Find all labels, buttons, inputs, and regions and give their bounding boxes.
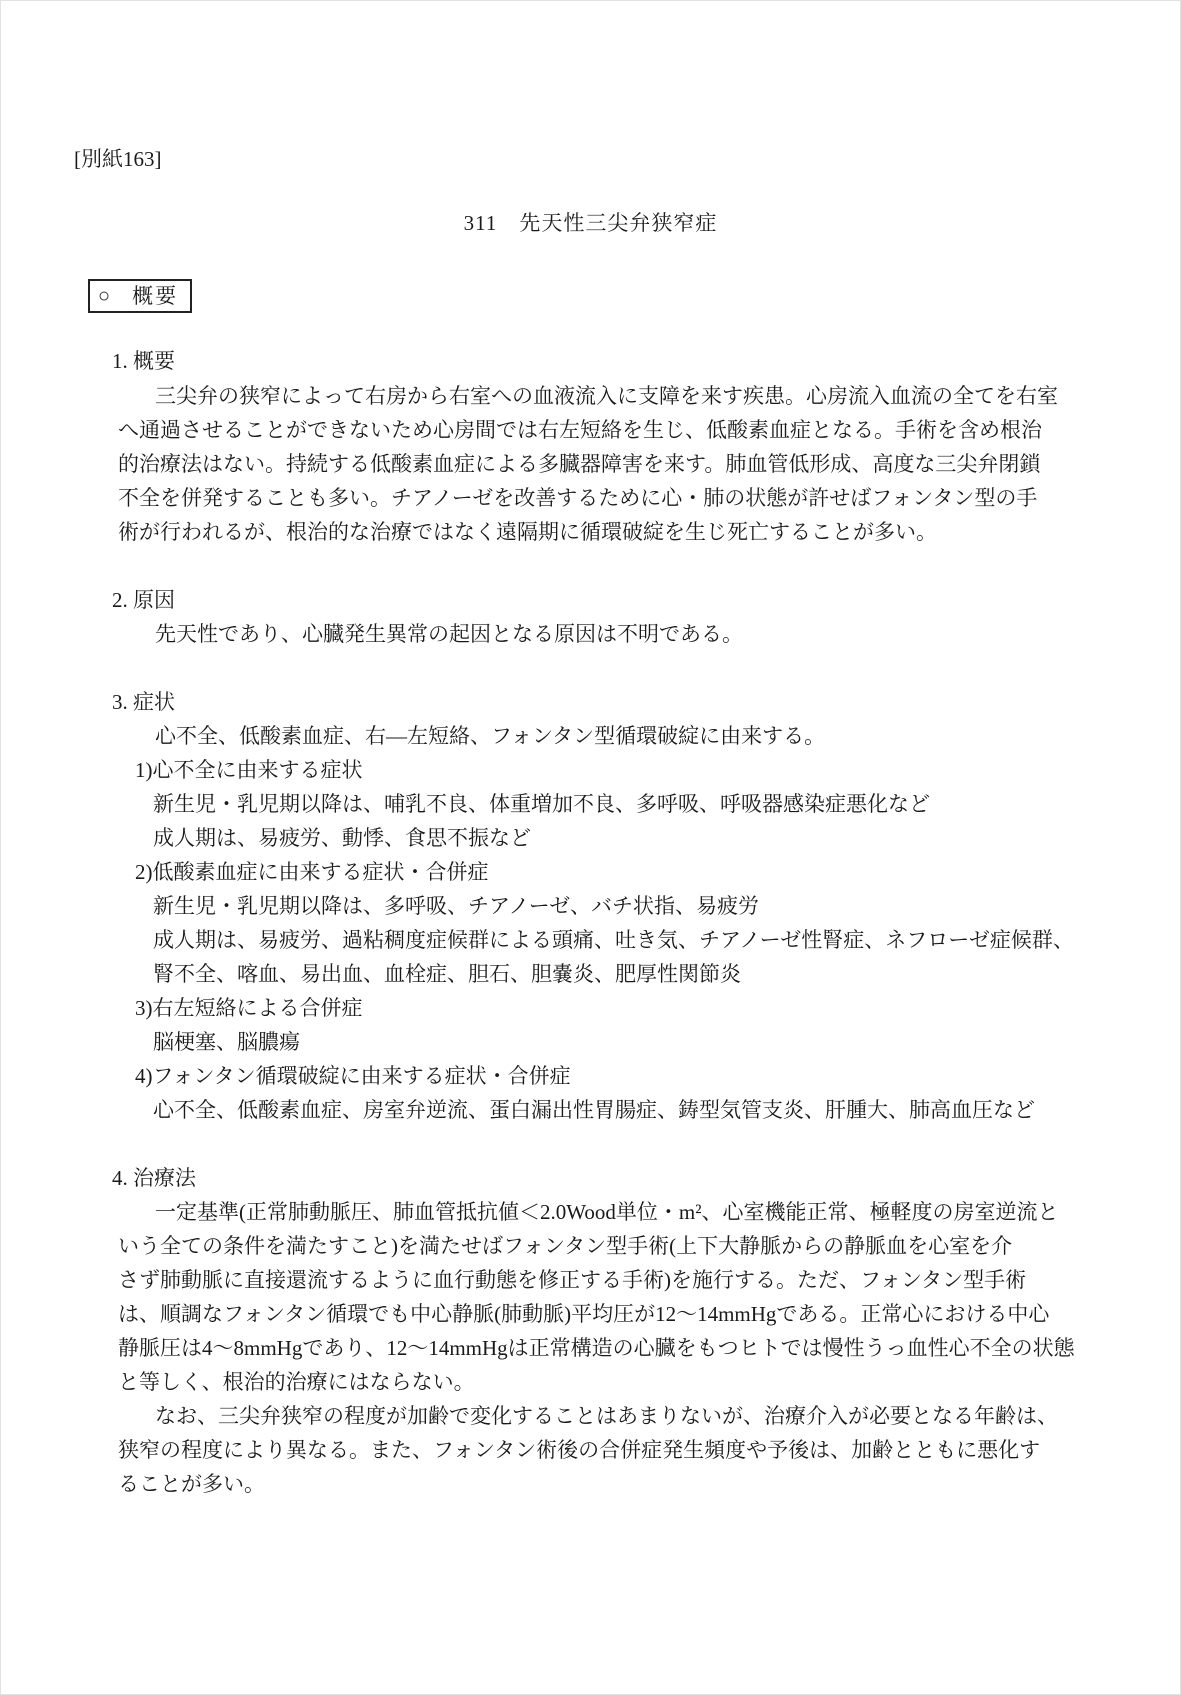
section-3-heading: 3. 症状 xyxy=(112,690,175,714)
section-4-paragraph-1 xyxy=(118,1195,1075,1399)
text-line: 狭窄の程度により異なる。また、フォンタン術後の合併症発生頻度や予後は、加齢とともに悪化す xyxy=(118,1438,1041,1462)
overview-circle-mark: ○ xyxy=(98,285,111,307)
symptom-item-label: 4)フォンタン循環破綻に由来する症状・合併症 xyxy=(135,1064,571,1088)
text-line: 腎不全、喀血、易出血、血栓症、胆石、胆嚢炎、肥厚性関節炎 xyxy=(153,962,741,986)
section-4-paragraph-2 xyxy=(118,1399,1058,1501)
section-3-body xyxy=(118,719,1074,1127)
text-line: 成人期は、易疲労、動悸、食思不振など xyxy=(153,826,531,850)
text-line: 術が行われるが、根治的な治療ではなく遠隔期に循環破綻を生じ死亡することが多い。 xyxy=(118,520,937,544)
text-line: 脳梗塞、脳膿瘍 xyxy=(153,1030,300,1054)
text-line: 心不全、低酸素血症、右―左短絡、フォンタン型循環破綻に由来する。 xyxy=(155,724,826,748)
section-2-body xyxy=(118,617,743,651)
section-1-body xyxy=(118,379,1058,549)
text-line: 不全を併発することも多い。チアノーゼを改善するために心・肺の状態が許せばフォンタン型の手 xyxy=(118,486,1038,510)
text-line: 的治療法はない。持続する低酸素血症による多臓器障害を来す。肺血管低形成、高度な三尖弁閉鎖 xyxy=(118,452,1041,476)
overview-box xyxy=(88,279,192,313)
page-title: 311 先天性三尖弁狭窄症 xyxy=(463,211,718,235)
section-2-heading: 2. 原因 xyxy=(112,588,175,612)
overview-box-label: 概要 xyxy=(132,284,179,308)
text-line: 新生児・乳児期以降は、哺乳不良、体重増加不良、多呼吸、呼吸器感染症悪化など xyxy=(153,792,930,816)
text-line: 心不全、低酸素血症、房室弁逆流、蛋白漏出性胃腸症、鋳型気管支炎、肝腫大、肺高血圧など xyxy=(153,1098,1035,1122)
text-line: なお、三尖弁狭窄の程度が加齢で変化することはあまりないが、治療介入が必要となる年齢は、 xyxy=(155,1404,1058,1428)
text-line: 静脈圧は4〜8mmHgであり、12〜14mmHgは正常構造の心臓をもつヒトでは慢性うっ血性心不全の状態 xyxy=(118,1336,1075,1360)
text-line: ることが多い。 xyxy=(118,1472,265,1496)
text-line: いう全ての条件を満たすこと)を満たせばフォンタン型手術(上下大静脈からの静脈血を心室を介 xyxy=(118,1234,1013,1258)
attachment-label: [別紙163] xyxy=(74,147,162,171)
text-line: 新生児・乳児期以降は、多呼吸、チアノーゼ、バチ状指、易疲労 xyxy=(153,894,760,918)
text-line: と等しく、根治的治療にはならない。 xyxy=(118,1370,475,1394)
text-line: 一定基準(正常肺動脈圧、肺血管抵抗値＜2.0Wood単位・m²、心室機能正常、極軽度の房室逆流と xyxy=(155,1200,1059,1224)
text-line: は、順調なフォンタン循環でも中心静脈(肺動脈)平均圧が12〜14mmHgである。正常心における中心 xyxy=(118,1302,1050,1326)
symptom-item-label: 2)低酸素血症に由来する症状・合併症 xyxy=(135,860,489,884)
text-line: 成人期は、易疲労、過粘稠度症候群による頭痛、吐き気、チアノーゼ性腎症、ネフローゼ症候群、 xyxy=(153,928,1074,952)
section-4-heading: 4. 治療法 xyxy=(112,1166,196,1190)
symptom-item-label: 1)心不全に由来する症状 xyxy=(135,758,363,782)
text-line: へ通過させることができないため心房間では右左短絡を生じ、低酸素血症となる。手術を含め根治 xyxy=(118,418,1042,442)
text-line: さず肺動脈に直接還流するように血行動態を修正する手術)を施行する。ただ、フォンタン型手術 xyxy=(118,1268,1027,1292)
symptom-item-label: 3)右左短絡による合併症 xyxy=(135,996,363,1020)
section-1-heading: 1. 概要 xyxy=(112,349,175,373)
text-line: 先天性であり、心臓発生異常の起因となる原因は不明である。 xyxy=(155,622,743,646)
text-line: 三尖弁の狭窄によって右房から右室への血液流入に支障を来す疾患。心房流入血流の全てを右室 xyxy=(155,384,1058,408)
